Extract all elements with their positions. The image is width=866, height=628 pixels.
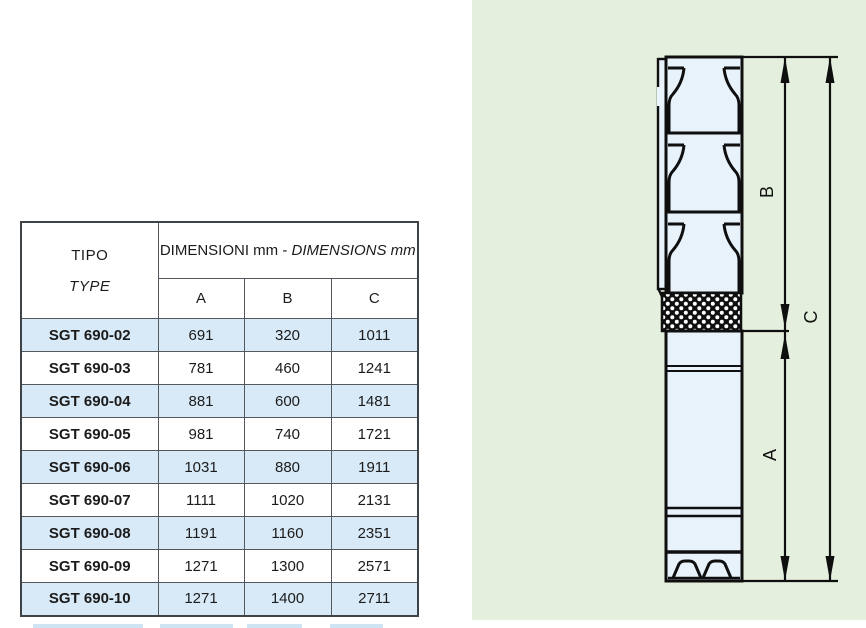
dim-b-cell: 880: [244, 451, 331, 484]
dim-c-cell: 2351: [331, 517, 418, 550]
dim-line-c: [826, 57, 835, 581]
dim-line-b-a: [781, 57, 790, 581]
suction-strainer: [662, 293, 741, 331]
column-header-c: C: [331, 278, 418, 318]
model-cell: SGT 690-08: [21, 517, 158, 550]
table-row: [21, 418, 418, 451]
dim-b-cell: 1160: [244, 517, 331, 550]
dim-a-cell: 1271: [158, 550, 244, 583]
dim-c-cell: 1011: [331, 319, 418, 352]
table-row: [21, 352, 418, 385]
header-tipo-type: [21, 222, 158, 319]
dim-c-cell: 2711: [331, 583, 418, 616]
motor-body: [666, 331, 742, 581]
model-cell: SGT 690-04: [21, 385, 158, 418]
cropped-cell: [330, 624, 383, 628]
arrowhead-up-icon: [781, 57, 790, 83]
dim-a-cell: 881: [158, 385, 244, 418]
dim-b-cell: 1300: [244, 550, 331, 583]
header-dimensions: [158, 222, 418, 278]
model-cell: SGT 690-05: [21, 418, 158, 451]
arrowhead-up-icon: [781, 334, 790, 359]
pump-technical-diagram: [472, 0, 866, 620]
model-cell: SGT 690-10: [21, 583, 158, 616]
model-cell: SGT 690-09: [21, 550, 158, 583]
arrowhead-down-icon: [826, 556, 835, 581]
dim-a-cell: 691: [158, 319, 244, 352]
dim-b-cell: 1020: [244, 484, 331, 517]
header-dimensions-it: DIMENSIONI mm -: [159, 241, 292, 259]
dim-a-cell: 981: [158, 418, 244, 451]
cropped-cell: [247, 624, 302, 628]
model-cell: SGT 690-06: [21, 451, 158, 484]
dim-label-c: C: [800, 310, 821, 324]
dim-b-cell: 1400: [244, 583, 331, 616]
model-cell: SGT 690-03: [21, 352, 158, 385]
table-row: [21, 550, 418, 583]
dim-b-cell: 740: [244, 418, 331, 451]
dim-c-cell: 1721: [331, 418, 418, 451]
cropped-cell: [33, 624, 143, 628]
table-row: [21, 385, 418, 418]
dim-c-cell: 1241: [331, 352, 418, 385]
dimensions-table: [20, 221, 419, 617]
header-tipo-label: TIPO: [71, 246, 109, 264]
column-header-a: A: [158, 278, 244, 318]
pump-stage-stack: [666, 57, 742, 293]
dim-c-cell: 2571: [331, 550, 418, 583]
header-dimensions-en: DIMENSIONS mm: [291, 241, 416, 259]
dim-a-cell: 1191: [158, 517, 244, 550]
table-row: [21, 319, 418, 352]
dim-a-cell: 781: [158, 352, 244, 385]
arrowhead-up-icon: [826, 57, 835, 83]
table-row: [21, 484, 418, 517]
dim-label-a: A: [759, 448, 780, 462]
cropped-cell: [160, 624, 233, 628]
table-row: [21, 583, 418, 616]
arrowhead-down-icon: [781, 304, 790, 329]
model-cell: SGT 690-02: [21, 319, 158, 352]
header-type-label: TYPE: [69, 277, 111, 295]
dim-label-b: B: [756, 185, 777, 199]
table-row: [21, 517, 418, 550]
model-cell: SGT 690-07: [21, 484, 158, 517]
extension-lines: [742, 57, 838, 581]
column-header-b: B: [244, 278, 331, 318]
dim-b-cell: 600: [244, 385, 331, 418]
dim-c-cell: 1481: [331, 385, 418, 418]
dim-c-cell: 1911: [331, 451, 418, 484]
dim-a-cell: 1271: [158, 583, 244, 616]
arrowhead-down-icon: [781, 556, 790, 581]
dim-b-cell: 460: [244, 352, 331, 385]
table-row: [21, 451, 418, 484]
dim-a-cell: 1031: [158, 451, 244, 484]
dim-a-cell: 1111: [158, 484, 244, 517]
table-header-row-1: [21, 222, 418, 278]
dim-c-cell: 2131: [331, 484, 418, 517]
dim-b-cell: 320: [244, 319, 331, 352]
